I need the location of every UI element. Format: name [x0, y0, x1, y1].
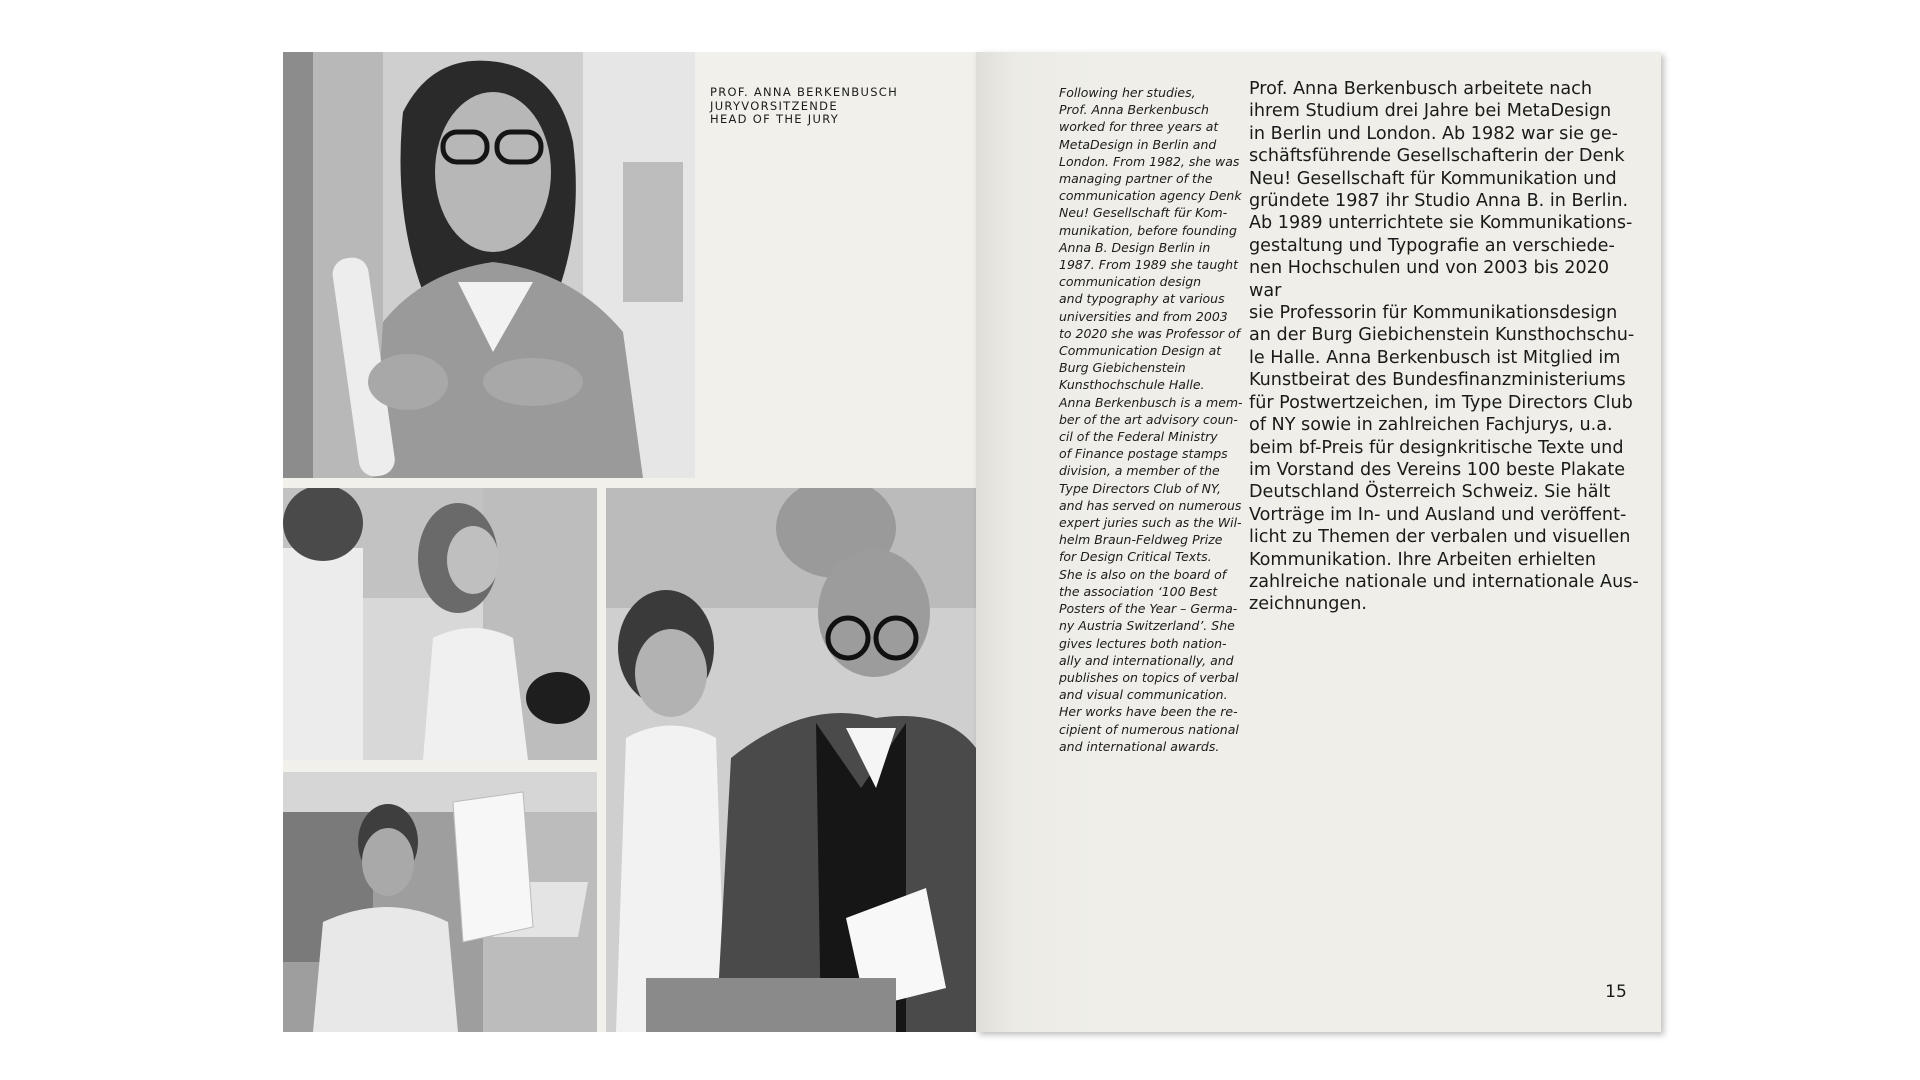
caption-role-english: HEAD OF THE JURY	[710, 112, 840, 126]
portrait-photo-anna-berkenbusch	[283, 52, 695, 478]
juror-reading-document-photo	[283, 772, 597, 1032]
english-biography: Following her studies, Prof. Anna Berkenbusch worked for three years at MetaDesign in Berlin and London. From 1982, she was managing partner of the communication agency Denk Neu! Gesellschaft für Kom- munikation, before founding Anna B. Design Berlin in 1987. From 1989 she taught communication design and typography at various universities and from 2003 to 2020 she was Professor of Communication Design at Burg Giebichenstein Kunsthochschule Halle. Anna Berkenbusch is a mem- ber of the art advisory coun- cil of the Federal Ministry of Finance postage stamps division, a member of the Type Directors Club of NY, and has served on numerous expert juries such as the Wil- helm Braun-Feldweg Prize for Design Critical Texts. She is also on the board of the association ‘100 Best Posters of the Year – Germa- ny Austria Switzerland’. She gives lectures both nation- ally and internationally, and publishes on topics of verbal and visual communication. Her works have been the re- cipient of numerous national and international awards.	[1059, 85, 1243, 754]
photo-caption	[710, 86, 950, 127]
jurors-reviewing-entries-photo	[606, 488, 976, 1032]
jury-discussion-photo	[283, 488, 597, 760]
german-biography: Prof. Anna Berkenbusch arbeitete nach ihrem Studium drei Jahre bei MetaDesign in Berlin und London. Ab 1982 war sie ge- schäftsführende Gesellschafterin der Denk Neu! Gesellschaft für Kommunikation und gründete 1987 ihr Studio Anna B. in Berlin. Ab 1989 unterrichtete sie Kommunikations- gestaltung und Typografie an verschiede- nen Hochschulen und von 2003 bis 2020 war sie Professorin für Kommunikationsdesign an der Burg Giebichenstein Kunsthochschu- le Halle. Anna Berkenbusch ist Mitglied im Kunstbeirat des Bundesfinanzministeriums für Postwertzeichen, im Type Directors Club of NY sowie in zahlreichen Fachjurys, u.a. beim bf-Preis für designkritische Texte und im Vorstand des Vereins 100 beste Plakate Deutschland Österreich Schweiz. Sie hält Vorträge im In- und Ausland und veröffent- licht zu Themen der verbalen und visuellen Kommunikation. Ihre Arbeiten erhielten zahlreiche nationale und internationale Aus- zeichnungen.	[1249, 79, 1639, 615]
caption-role-german: JURYVORSITZENDE	[710, 98, 838, 113]
left-page	[283, 52, 976, 1032]
book-spread	[283, 52, 1661, 1032]
page-number: 15	[1605, 982, 1627, 1002]
caption-name: PROF. ANNA BERKENBUSCH	[710, 85, 899, 99]
